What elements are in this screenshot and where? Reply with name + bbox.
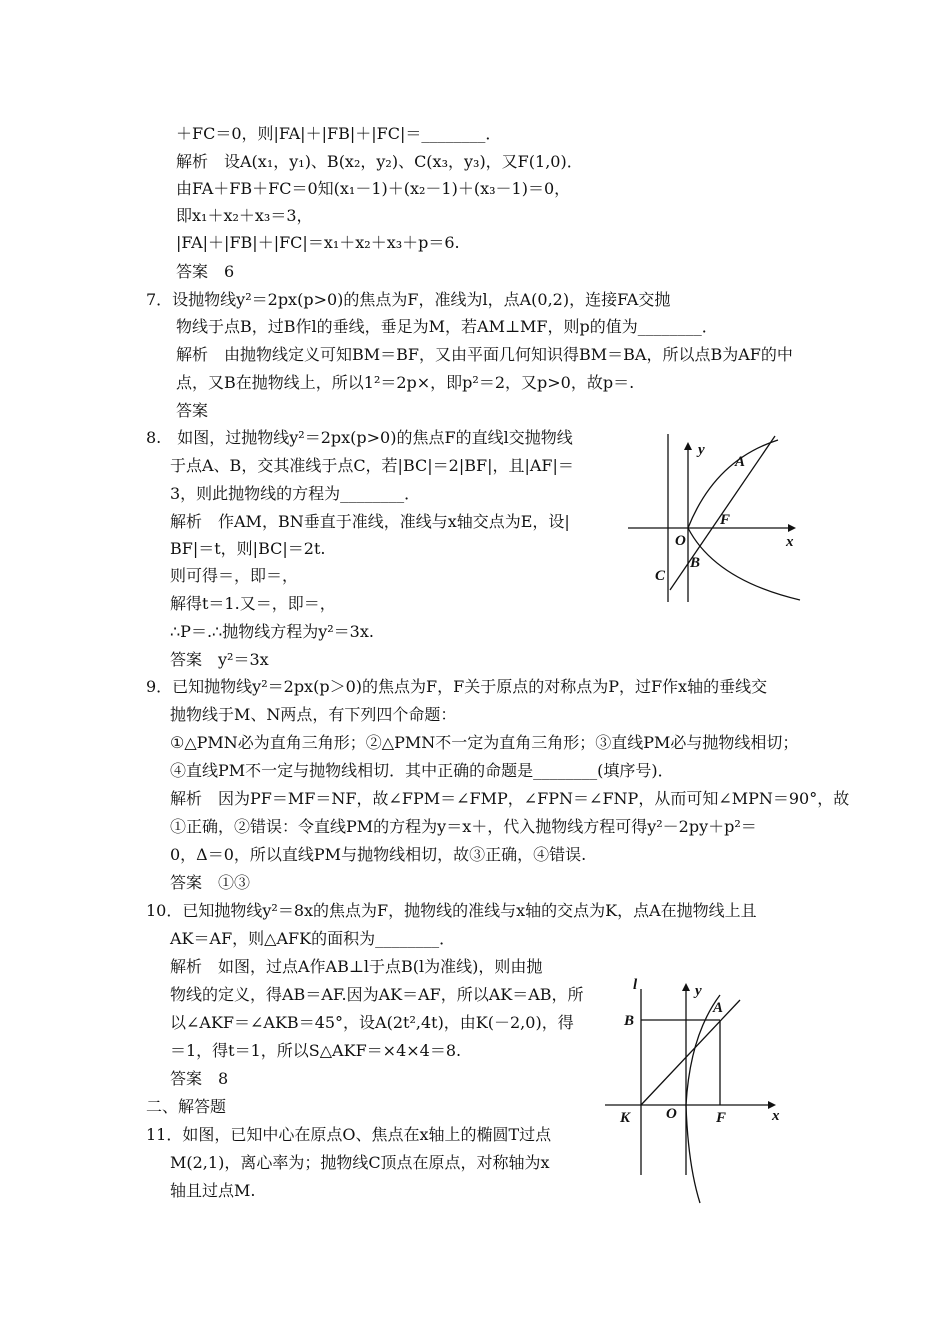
answer-label: 答案 bbox=[176, 401, 209, 420]
text-line: 0，Δ＝0，所以直线PM与抛物线相切，故③正确，④错误. bbox=[170, 845, 587, 864]
text-line: ＋FC＝0，则|FA|＋|FB|＋|FC|＝________． bbox=[176, 124, 502, 143]
text-line: 解析 设A(x₁，y₁)、B(x₂，y₂)、C(x₃，y₃)，又F(1,0)． bbox=[176, 152, 583, 171]
figure-parabola-focal-chord bbox=[620, 430, 810, 605]
text-line: 解得t＝1.又＝，即＝， bbox=[170, 594, 336, 613]
text-line: 由FA＋FB＋FC＝0知(x₁－1)＋(x₂－1)＋(x₃－1)＝0， bbox=[176, 179, 571, 198]
text-line: 物线于点B，过B作l的垂线，垂足为M，若AM⊥MF，则p的值为________． bbox=[176, 317, 718, 336]
text-line: 轴且过点M. bbox=[170, 1181, 256, 1200]
question-11: 11．如图，已知中心在原点O、焦点在x轴上的椭圆T过点 bbox=[146, 1125, 552, 1144]
answer-label: 答案 y²＝3x bbox=[170, 650, 269, 669]
label-x: x bbox=[786, 534, 794, 550]
text-line: 抛物线于M、N两点，有下列四个命题： bbox=[170, 705, 457, 724]
label-B: B bbox=[624, 1013, 635, 1029]
text-line: AK＝AF，则△AFK的面积为________． bbox=[170, 929, 456, 948]
y-axis-arrow bbox=[684, 442, 692, 450]
text-line: 于点A、B，交其准线于点C，若|BC|＝2|BF|，且|AF|＝ bbox=[170, 456, 574, 475]
label-F: F bbox=[716, 1110, 727, 1126]
label-F: F bbox=[720, 512, 731, 528]
text-line: ∴P＝.∴抛物线方程为y²＝3x. bbox=[170, 622, 374, 641]
section-heading: 二、解答题 bbox=[146, 1097, 227, 1116]
text-line: 以∠AKF＝∠AKB＝45°，设A(2t²,4t)，由K(－2,0)，得 bbox=[170, 1013, 574, 1032]
label-B: B bbox=[690, 555, 701, 571]
label-y: y bbox=[695, 983, 702, 999]
text-line: |FA|＋|FB|＋|FC|＝x₁＋x₂＋x₃＋p＝6. bbox=[176, 233, 460, 252]
text-line: 物线的定义，得AB＝AF.因为AK＝AF，所以AK＝AB，所 bbox=[170, 985, 584, 1004]
label-A: A bbox=[713, 1000, 724, 1016]
text-line: 解析 由抛物线定义可知BM＝BF，又由平面几何知识得BM＝BA，所以点B为AF的中 bbox=[176, 345, 793, 364]
text-line: ①正确，②错误：令直线PM的方程为y＝x＋，代入抛物线方程可得y²－2py＋p²＝ bbox=[170, 817, 757, 836]
x-axis-arrow bbox=[788, 524, 796, 532]
text-line: 即x₁＋x₂＋x₃＝3， bbox=[176, 206, 313, 225]
question-10: 10．已知抛物线y²＝8x的焦点为F，抛物线的准线与x轴的交点为K，点A在抛物线上且 bbox=[146, 901, 757, 920]
label-O: O bbox=[666, 1106, 677, 1122]
label-x: x bbox=[772, 1108, 780, 1124]
label-K: K bbox=[620, 1110, 631, 1126]
label-C: C bbox=[655, 568, 666, 584]
question-9: 9．已知抛物线y²＝2px(p＞0)的焦点为F，F关于原点的对称点为P，过F作x轴的垂线交 bbox=[146, 677, 768, 696]
line-KA bbox=[641, 1000, 740, 1105]
text-line: 解析 因为PF＝MF＝NF，故∠FPM＝∠FMP，∠FPN＝∠FNP，从而可知∠MPN＝90°，故 bbox=[170, 789, 850, 808]
text-line: ①△PMN必为直角三角形；②△PMN不一定为直角三角形；③直线PM必与抛物线相切； bbox=[170, 733, 799, 752]
text-line: BF|＝t，则|BC|＝2t. bbox=[170, 539, 326, 558]
text-line: 则可得＝，即＝， bbox=[170, 566, 299, 585]
answer-label: 答案 6 bbox=[176, 262, 235, 281]
text-line: 解析 作AM，BN垂直于准线，准线与x轴交点为E，设| bbox=[170, 512, 570, 531]
figure-parabola-triangle bbox=[600, 965, 800, 1205]
label-y: y bbox=[698, 442, 705, 458]
answer-label: 答案 8 bbox=[170, 1069, 229, 1088]
text-line: 解析 如图，过点A作AB⊥l于点B(l为准线)，则由抛 bbox=[170, 957, 543, 976]
text-line: ④直线PM不一定与抛物线相切．其中正确的命题是________(填序号)． bbox=[170, 761, 674, 780]
text-line: 3，则此抛物线的方程为________． bbox=[170, 484, 421, 503]
answer-label: 答案 ①③ bbox=[170, 873, 251, 892]
question-8: 8. 如图，过抛物线y²＝2px(p>0)的焦点F的直线l交抛物线 bbox=[146, 428, 573, 447]
label-A: A bbox=[735, 454, 746, 470]
y-axis-arrow bbox=[682, 983, 690, 991]
label-l: l bbox=[633, 977, 638, 993]
text-line: 点，又B在抛物线上，所以1²＝2p×，即p²＝2，又p>0，故p＝. bbox=[176, 373, 635, 392]
question-7: 7．设抛物线y²＝2px(p>0)的焦点为F，准线为l，点A(0,2)，连接FA交抛 bbox=[146, 290, 671, 309]
label-O: O bbox=[675, 533, 686, 549]
text-line: M(2,1)，离心率为；抛物线C顶点在原点，对称轴为x bbox=[170, 1153, 550, 1172]
text-line: ＝1，得t＝1，所以S△AKF＝×4×4＝8. bbox=[170, 1041, 462, 1060]
